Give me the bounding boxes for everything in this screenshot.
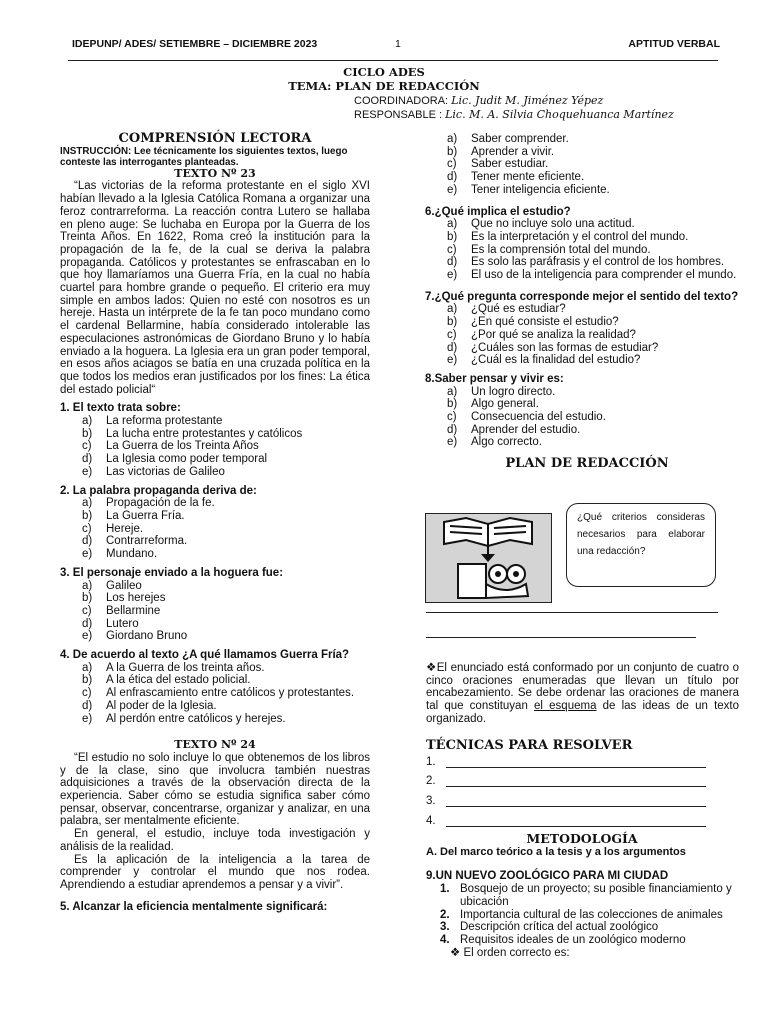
option-letter: a): [82, 497, 93, 510]
question-6-options: [425, 218, 749, 282]
option-text: Propagación de la fe.: [106, 497, 215, 510]
numbered-item: [440, 921, 738, 934]
tecnica-line-2: [426, 775, 706, 787]
question-1: 1. El texto trata sobre:: [60, 402, 181, 415]
option-text: La Iglesia como poder temporal: [106, 453, 268, 466]
option-letter: b): [82, 674, 93, 687]
option-text: Es la interpretación y el control del mundo.: [471, 230, 689, 243]
option-item: [82, 687, 370, 700]
option-letter: a): [447, 303, 458, 316]
option-text: Algo general.: [471, 398, 539, 411]
option-item: [447, 184, 749, 197]
option-letter: e): [82, 630, 93, 643]
option-item: [82, 497, 370, 510]
metodologia-section: [426, 833, 738, 959]
tecnica-num: 4.: [426, 815, 436, 827]
option-text: Saber comprender.: [471, 133, 569, 145]
option-item: [82, 548, 370, 561]
option-text: ¿Cuáles son las formas de estudiar?: [471, 341, 659, 354]
tecnica-line-3: [426, 795, 706, 807]
option-letter: e): [82, 712, 93, 725]
coordinator-label: COORDINADORA:: [354, 95, 449, 107]
option-text: La lucha entre protestantes y católicos: [106, 427, 303, 440]
diamond-bullet-icon: ❖: [426, 662, 437, 674]
metodologia-subtitle: A. Del marco teórico a la tesis y a los argumentos: [426, 845, 686, 858]
option-item: [447, 256, 749, 269]
option-letter: c): [447, 328, 457, 341]
text24-p1: “El estudio no solo incluye lo que obtenemos de los libros y de la clase, sino que involucra también nuestras adquisiciones a través de la observación directa de la experiencia. Saber cómo se estudia significa saber cómo pensar, observar, concentrarse, organizar y analizar, en una palabra, ser mentalmente eficiente.: [60, 751, 370, 828]
option-letter: d): [447, 423, 458, 436]
option-item: [82, 630, 370, 643]
option-item: [447, 398, 749, 411]
header-left: IDEPUNP/ ADES/ SETIEMBRE – DICIEMBRE 2023: [72, 38, 318, 50]
option-text: La Guerra Fría.: [106, 509, 185, 522]
option-text: A la Guerra de los treinta años.: [106, 661, 265, 674]
option-letter: e): [82, 465, 93, 478]
plan-description-pre: El enunciado está conformado por un conjunto de cuatro o cinco oraciones enumeradas que llevan un título por encabezamiento. Se debe ordenar las oraciones de manera tal que constituyan: [426, 662, 740, 713]
right-column: [425, 133, 749, 471]
question-5-options: [425, 133, 749, 197]
option-item: [447, 424, 749, 437]
option-item: [82, 605, 370, 618]
item-number: 1.: [440, 883, 450, 896]
page-header: [72, 38, 720, 52]
option-text: Bellarmine: [106, 604, 161, 617]
option-letter: b): [447, 398, 458, 411]
option-item: [447, 218, 749, 231]
plan-title: PLAN DE REDACCIÓN: [505, 456, 669, 472]
option-letter: a): [447, 385, 458, 398]
option-text: ¿En qué consiste el estudio?: [471, 316, 619, 329]
option-text: A la ética del estado policial.: [106, 674, 251, 687]
tecnica-num: 2.: [426, 775, 436, 787]
option-text: Los herejes: [106, 592, 166, 605]
question-3-options: [60, 580, 370, 644]
option-letter: e): [82, 548, 93, 561]
option-letter: d): [447, 341, 458, 354]
option-item: [82, 592, 370, 605]
option-item: [82, 523, 370, 536]
option-text: Contrarreforma.: [106, 535, 188, 548]
option-text: Al enfrascamiento entre católicos y protestantes.: [106, 687, 355, 700]
left-column: [60, 133, 370, 913]
option-text: Galileo: [106, 579, 142, 592]
question-4: 4. De acuerdo al texto ¿A qué llamamos Guerra Fría?: [60, 649, 350, 662]
question-9-items: [426, 883, 738, 947]
option-item: [447, 316, 749, 329]
option-text: El uso de la inteligencia para comprender el mundo.: [471, 269, 737, 282]
tecnicas-title: TÉCNICAS PARA RESOLVER: [426, 738, 633, 753]
speech-bubble: ¿Qué criterios consideras necesarios para elaborar una redacción?: [566, 503, 716, 587]
diamond-bullet-icon: ❖: [450, 946, 461, 959]
option-letter: c): [82, 440, 92, 453]
instruction: INSTRUCCIÓN: Lee técnicamente los siguientes textos, luego conteste las interrogantes planteadas.: [60, 145, 348, 168]
option-letter: e): [447, 436, 458, 449]
option-letter: a): [82, 661, 93, 674]
metodologia-title: METODOLOGÍA: [526, 831, 638, 846]
question-6: 6.¿Qué implica el estudio?: [425, 205, 571, 218]
option-item: [447, 146, 749, 159]
option-text: Tener mente eficiente.: [471, 171, 585, 184]
question-9: 9.UN NUEVO ZOOLÓGICO PARA MI CIUDAD: [426, 870, 669, 883]
option-text: Consecuencia del estudio.: [471, 411, 606, 424]
question-2: 2. La palabra propaganda deriva de:: [60, 484, 257, 497]
option-text: Es la comprensión total del mundo.: [471, 243, 651, 256]
option-item: [82, 674, 370, 687]
item-number: 4.: [440, 933, 450, 946]
plan-description: [426, 662, 739, 726]
item-text: Bosquejo de un proyecto; su posible financiamiento y ubicación: [460, 883, 732, 908]
option-letter: b): [82, 427, 93, 440]
option-text: Aprender a vivir.: [471, 145, 555, 158]
option-item: [447, 303, 749, 316]
responsible-name: Lic. M. A. Silvia Choquehuanca Martínez: [445, 108, 674, 121]
option-item: [447, 269, 749, 282]
question-2-options: [60, 497, 370, 561]
option-letter: c): [82, 604, 92, 617]
option-item: [447, 171, 749, 184]
option-item: [82, 440, 370, 453]
tecnica-line-1: [426, 756, 706, 768]
option-text: Que no incluye solo una actitud.: [471, 218, 635, 231]
option-item: [447, 329, 749, 342]
option-text: La Guerra de los Treinta Años: [106, 440, 259, 453]
option-letter: e): [447, 183, 458, 196]
option-item: [82, 580, 370, 593]
option-item: [82, 662, 370, 675]
option-text: Es solo las paráfrasis y el control de los hombres.: [471, 256, 725, 269]
responsible-line: [354, 108, 674, 121]
numbered-item: [440, 909, 738, 922]
answer-line-2: [426, 637, 696, 638]
option-letter: d): [82, 453, 93, 466]
option-text: Hereje.: [106, 522, 144, 535]
plan-description-underlined: el esquema: [534, 700, 597, 713]
option-letter: d): [82, 699, 93, 712]
option-letter: d): [82, 535, 93, 548]
option-item: [447, 411, 749, 424]
option-letter: d): [447, 171, 458, 184]
option-text: Aprender del estudio.: [471, 423, 581, 436]
page-number: 1: [395, 38, 401, 50]
question-4-options: [60, 662, 370, 726]
tecnica-num: 1.: [426, 756, 436, 768]
text24-p3: Es la aplicación de la inteligencia a la tarea de comprender y controlar el mundo que nos rodea. Aprendiendo a estudiar aprendemos a pensar y a vivir”.: [60, 853, 370, 891]
option-text: ¿Cuál es la finalidad del estudio?: [471, 354, 641, 367]
option-item: [82, 713, 370, 726]
header-right: APTITUD VERBAL: [628, 38, 720, 50]
answer-line-1: [426, 612, 718, 613]
option-letter: b): [447, 145, 458, 158]
option-letter: e): [447, 269, 458, 282]
option-item: [447, 436, 749, 449]
option-letter: c): [82, 522, 92, 535]
item-number: 3.: [440, 921, 450, 934]
option-letter: e): [447, 354, 458, 367]
question-8: 8.Saber pensar y vivir es:: [425, 372, 564, 385]
option-item: [82, 453, 370, 466]
numbered-item: [440, 883, 738, 908]
numbered-item: [440, 934, 738, 947]
option-item: [82, 466, 370, 479]
item-text: Requisitos ideales de un zoológico moderno: [460, 933, 686, 946]
option-item: [447, 244, 749, 257]
option-item: [447, 231, 749, 244]
option-text: Al poder de la Iglesia.: [106, 699, 217, 712]
coordinator-name: Lic. Judit M. Jiménez Yépez: [451, 94, 604, 107]
option-letter: d): [82, 617, 93, 630]
option-text: Al perdón entre católicos y herejes.: [106, 712, 286, 725]
option-letter: c): [447, 411, 457, 424]
question-1-options: [60, 415, 370, 479]
option-letter: c): [447, 158, 457, 171]
option-letter: c): [82, 687, 92, 700]
option-letter: a): [447, 133, 458, 145]
question-7-options: [425, 303, 749, 367]
option-text: Giordano Bruno: [106, 630, 188, 643]
text23-body: “Las victorias de la reforma protestante en el siglo XVI habían llevado a la Iglesia Católica Romana a organizar una feroz contrarreforma. La reacción contra Lutero se hallaba en pleno auge: Se luchaba en Europa por la Guerra de los Treinta Años. En 1622, Roma creó la institución para la propagación de la fe, de la cual se deriva la palabra propaganda. Católicos y protestantes se enfrascaban en lo que hoy llamaríamos una Guerra Fría, en la cual no había cuartel para hombre grande o pequeño. El criterio era muy simple en ambos lados: Quien no esté con nosotros es un hereje. Hasta un intérprete de la fe tan poco mundano como el cardenal Bellarmine, había considerado intolerable las especulaciones astronómicas de Giordano Bruno y lo había enviado a la hoguera. La Iglesia era un gran poder temporal, en esos años aciagos se batía en una cruzada política en la que todos los medios eran justificados por los fines: La ética del estado policial“: [60, 180, 370, 396]
tecnica-num: 3.: [426, 795, 436, 807]
option-item: [82, 700, 370, 713]
option-text: Un logro directo.: [471, 385, 556, 398]
section-title: COMPRENSIÓN LECTORA: [118, 131, 312, 146]
option-text: Tener inteligencia eficiente.: [471, 183, 610, 196]
item-text: Descripción crítica del actual zoológico: [460, 921, 659, 934]
option-item: [82, 415, 370, 428]
item-text: Importancia cultural de las colecciones de animales: [460, 908, 723, 921]
question-8-options: [425, 386, 749, 450]
option-text: ¿Qué es estudiar?: [471, 303, 566, 316]
option-item: [82, 510, 370, 523]
reading-figure-illustration: [425, 513, 552, 603]
question-5: 5. Alcanzar la eficiencia mentalmente significará:: [60, 900, 328, 913]
option-letter: c): [447, 243, 457, 256]
tecnica-line-4: [426, 815, 706, 827]
option-item: [447, 354, 749, 367]
option-item: [82, 618, 370, 631]
option-text: ¿Por qué se analiza la realidad?: [471, 328, 636, 341]
header-divider: [68, 60, 718, 61]
responsible-label: RESPONSABLE :: [354, 109, 443, 121]
option-item: [447, 133, 749, 146]
plan-description-post: de las ideas de un texto organizado.: [426, 700, 739, 725]
text24-p2: En general, el estudio, incluye toda investigación y análisis de la realidad.: [60, 828, 370, 853]
coordinator-line: [354, 94, 603, 107]
option-text: Saber estudiar.: [471, 158, 549, 171]
option-item: [447, 386, 749, 399]
option-letter: b): [82, 592, 93, 605]
option-letter: a): [447, 218, 458, 231]
question-9-tail-text: El orden correcto es:: [463, 946, 570, 959]
text24-title: TEXTO Nº 24: [174, 738, 256, 752]
option-letter: a): [82, 415, 93, 428]
option-item: [82, 535, 370, 548]
option-item: [82, 428, 370, 441]
question-9-tail: [450, 947, 738, 960]
option-letter: a): [82, 579, 93, 592]
text23-title: TEXTO Nº 23: [174, 166, 256, 180]
title-topic: TEMA: PLAN DE REDACCIÓN: [288, 79, 480, 93]
option-item: [447, 342, 749, 355]
option-text: Mundano.: [106, 548, 158, 561]
option-text: Lutero: [106, 617, 139, 630]
title-cycle: CICLO ADES: [343, 65, 425, 79]
question-7: 7.¿Qué pregunta corresponde mejor el sentido del texto?: [425, 290, 739, 303]
option-letter: b): [447, 230, 458, 243]
option-letter: d): [447, 256, 458, 269]
book-reader-icon: [426, 514, 551, 602]
question-3: 3. El personaje enviado a la hoguera fue:: [60, 566, 284, 579]
option-text: Las victorias de Galileo: [106, 465, 225, 478]
option-item: [447, 158, 749, 171]
option-text: La reforma protestante: [106, 415, 223, 428]
option-letter: b): [447, 316, 458, 329]
option-text: Algo correcto.: [471, 436, 542, 449]
item-number: 2.: [440, 908, 450, 921]
option-letter: b): [82, 509, 93, 522]
